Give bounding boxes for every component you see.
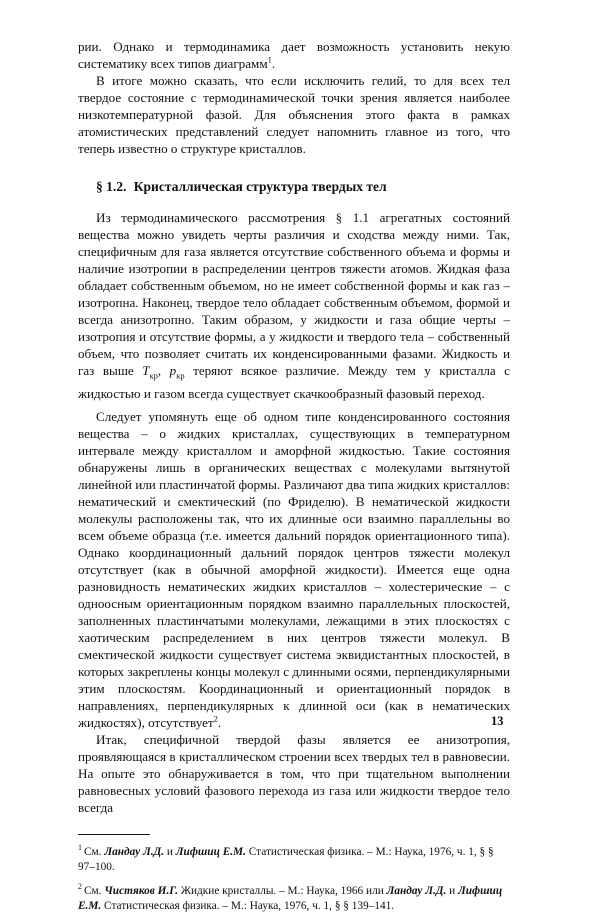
paragraph-aggregate-states xyxy=(78,209,510,402)
punctuation: . xyxy=(217,714,222,730)
symbol-subscript: кр xyxy=(176,370,185,381)
footnote-text: и xyxy=(446,884,459,897)
footnote-author: Чистяков И.Г. xyxy=(104,884,179,897)
paragraph-text: теряют всякое различие. Между тем у кристалла с жидкостью и газом всегда существует скачкообразный фазовый переход. xyxy=(78,363,510,401)
section-title: Кристаллическая структура твердых тел xyxy=(133,179,387,194)
paragraph-anisotropy: Итак, специфичной твердой фазы является ее анизотропия, проявляющаяся в кристаллическом строении всех твердых тел в равновесии. На опыте это обнаруживается в том, что при тщательном выполнении равновесных условий фазового перехода из газа или жидкости твердое тело всегда xyxy=(78,731,510,815)
punctuation: , xyxy=(157,363,170,378)
footnote-author: Лифшиц Е.М. xyxy=(78,884,503,912)
footnote-2 xyxy=(78,881,510,914)
symbol-subscript: кр xyxy=(149,370,158,381)
footnote-author: Ландау Л.Д. xyxy=(104,845,165,858)
footnote-text: Статистическая физика. – М.: Наука, 1976, ч. 1, § § 139–141. xyxy=(101,899,395,912)
footnote-text: и xyxy=(164,845,176,858)
punctuation: . xyxy=(271,56,276,71)
footnote-text: Жидкие кристаллы. – М.: Наука, 1966 или xyxy=(178,884,387,897)
footnote-author: Лифшиц Е.М. xyxy=(175,845,246,858)
footnote-text: См. xyxy=(84,845,105,858)
section-number: § 1.2. xyxy=(96,179,127,194)
paragraph-text: рии. Однако и термодинамика дает возможность установить некую систематику всех типов диаграмм xyxy=(78,39,510,71)
symbol-p-critical: p xyxy=(169,363,177,378)
footnote-ref[interactable]: 2 xyxy=(213,713,218,724)
footnote-author: Ландау Л.Д. xyxy=(386,884,447,897)
paragraph-text: Следует упомянуть еще об одном типе конденсированного состояния вещества – о жидких кристаллах, существующих в температурном интервале между кристаллом и аморфной жидкостью. Такие состояния обнаружены лишь в органических веществах с молекулами вытянутой линейной или пластинчатой формы. Различают два типа жидких кристаллов: нематический и смектический (по Фриделю). В нематической жидкости молекулы расположены так, что их длинные оси взаимно параллельны во всем объеме образца (т.е. имеется дальний порядок ориентационного типа). Однако координационный дальний порядок центров тяжести молекул отсутствует (как в обычной аморфной жидкости). Имеется еще одна разновидность нематических жидких кристаллов – холестерические – с одноосным ориентационным порядком взаимно параллельных плоскостей, заполненных пластинчатыми молекулами, лежащими в этих плоскостях с хаотическим распределением в них центров тяжести молекул. В смектической жидкости существует система эквидистантных плоскостей, в которых закреплены концы молекул с длинными осями, перпендикулярными этим плоскостям. Координационный и ориентационный порядок в направлениях, перпендикулярных к длинной оси (как в нематических жидкостях), отсутствует xyxy=(78,408,510,730)
footnote-divider xyxy=(78,834,150,835)
footnote-mark: 2 xyxy=(78,881,82,891)
page-body xyxy=(78,38,510,914)
footnote-text: Статистическая физика. – М.: Наука, 1976, ч. 1, § § 97–100. xyxy=(78,845,494,873)
paragraph-conclusion: В итоге можно сказать, что если исключить гелий, то для всех тел твердое состояние с термодинамической точки зрения является наиболее низкотемпературной фазой. Для объяснения этого факта в рамках атомистических представлений следует напомнить главное из того, что теперь известно о структуре кристаллов. xyxy=(78,73,510,156)
section-heading xyxy=(96,179,510,195)
footnote-text: См. xyxy=(84,884,105,897)
footnote-ref[interactable]: 1 xyxy=(267,54,272,65)
symbol-t-critical: T xyxy=(142,363,150,378)
page-number: 13 xyxy=(491,714,504,728)
paragraph-liquid-crystals xyxy=(78,408,510,731)
footnote-mark: 1 xyxy=(78,842,82,852)
paragraph-continued xyxy=(78,38,510,72)
footnote-1 xyxy=(78,842,510,875)
paragraph-text: Из термодинамического рассмотрения § 1.1 агрегатных состояний вещества можно увидеть черты различия и сходства между ними. Так, специфичным для газа является отсутствие собственного объема и формы и наличие изотропии в распределении центров тяжести атомов. Жидкая фаза обладает собственным объемом, но не имеет собственной формы и как газ – изотропна. Наконец, твердое тело обладает собственным объемом, формой и всегда анизотропно. Таким образом, у жидкости и газа общие черты – изотропия и отсутствие формы, а у жидкости и твердого тела – собственный объем, что позволяет считать их конденсированными фазами. Жидкость и газ выше xyxy=(78,210,510,378)
